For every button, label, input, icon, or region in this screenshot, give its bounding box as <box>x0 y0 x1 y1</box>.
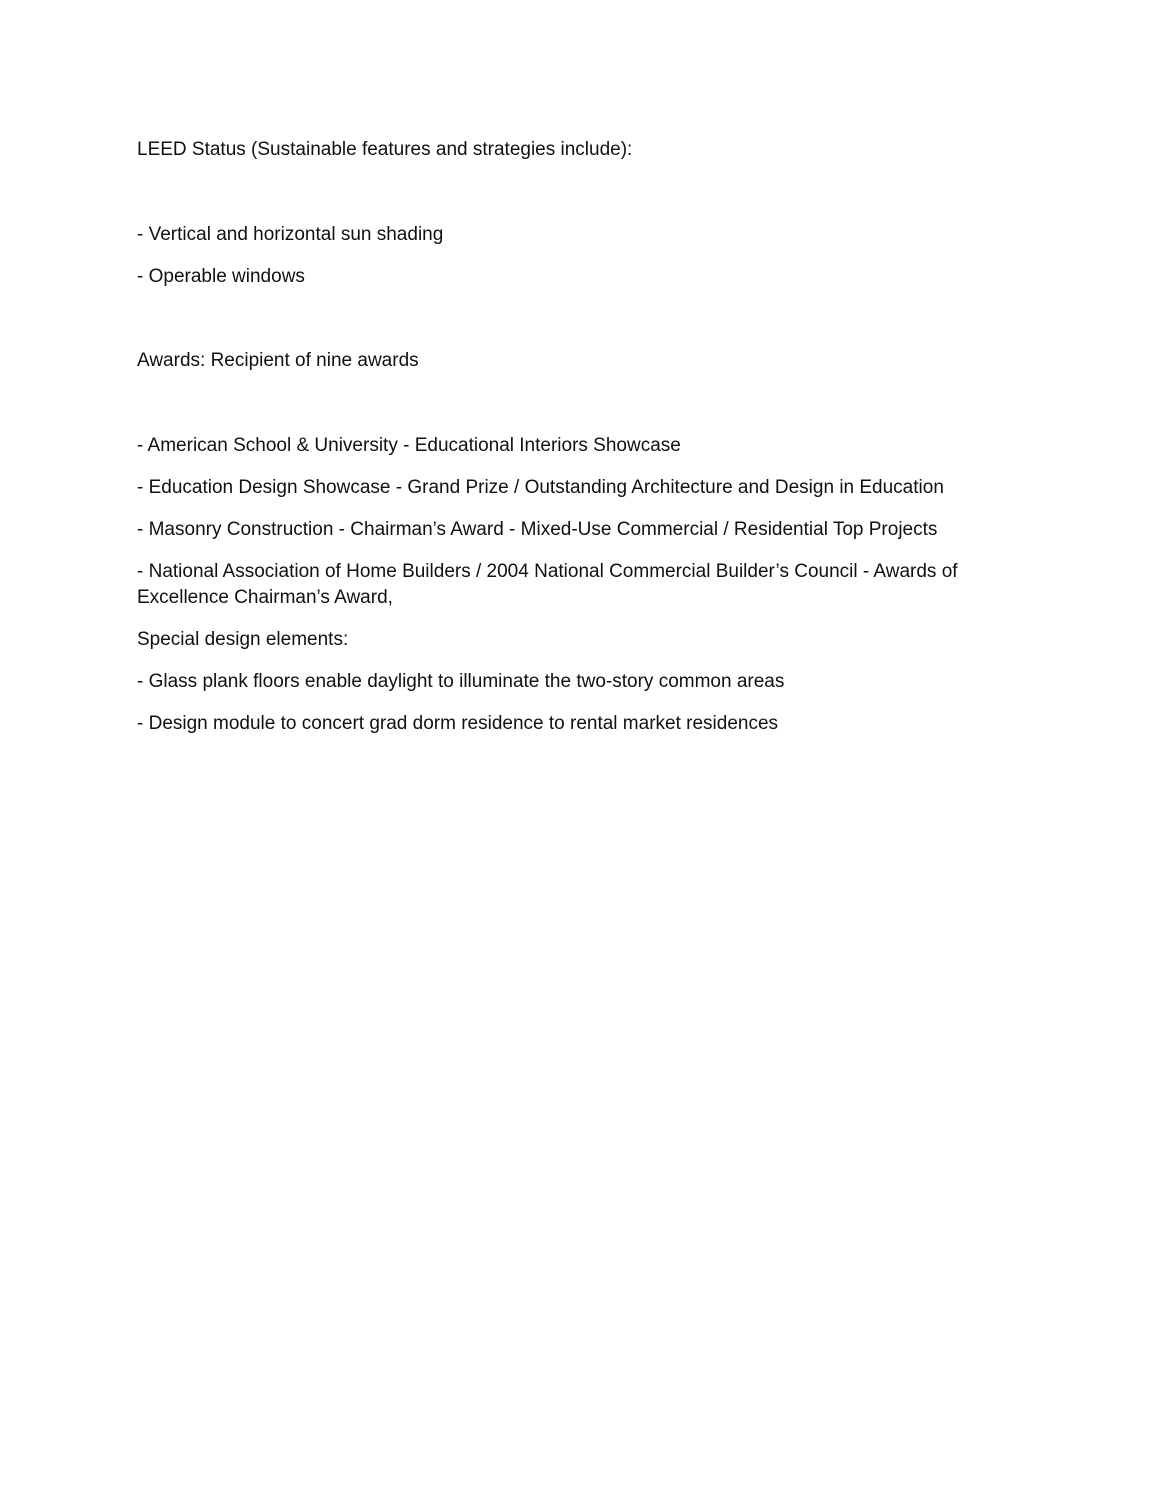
document-content <box>137 137 997 737</box>
awards-heading: Awards: Recipient of nine awards <box>137 350 419 371</box>
leed-status-heading: LEED Status (Sustainable features and strategies include): <box>137 139 633 160</box>
award-masonry-construction: - Masonry Construction - Chairman’s Award - Mixed-Use Commercial / Residential Top Projects <box>137 519 938 540</box>
award-national-association-home-builders: - National Association of Home Builders / 2004 National Commercial Builder’s Council - Awards of Excellence Chairman’s Award, <box>137 561 958 608</box>
design-element-glass-plank-floors: - Glass plank floors enable daylight to illuminate the two-story common areas <box>137 671 785 692</box>
leed-feature-operable-windows: - Operable windows <box>137 266 305 287</box>
design-element-design-module: - Design module to concert grad dorm residence to rental market residences <box>137 713 779 734</box>
leed-feature-sun-shading: - Vertical and horizontal sun shading <box>137 224 444 245</box>
award-american-school-university: - American School & University - Educational Interiors Showcase <box>137 435 681 456</box>
special-design-elements-heading: Special design elements: <box>137 629 349 650</box>
award-education-design-showcase: - Education Design Showcase - Grand Prize / Outstanding Architecture and Design in Education <box>137 477 944 498</box>
